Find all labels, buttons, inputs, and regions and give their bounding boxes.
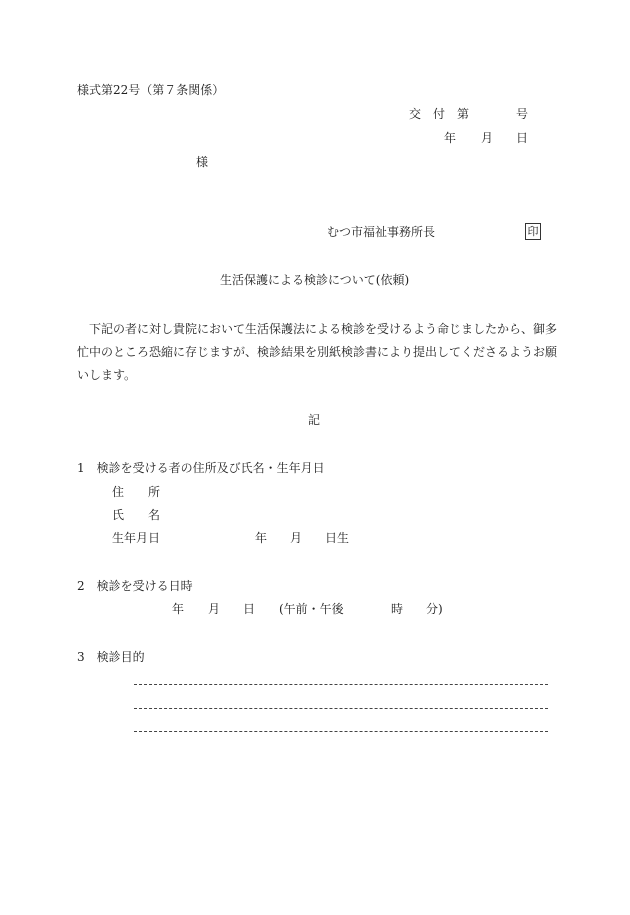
document-title: 生活保護による検診について(依頼): [220, 273, 410, 287]
section2-heading: 2 検診を受ける日時: [77, 579, 193, 593]
seal-stamp: 印: [525, 223, 541, 240]
exam-hour: 時: [391, 602, 404, 616]
exam-minute: 分): [426, 602, 443, 616]
date-day: 日: [516, 131, 529, 145]
birth-month: 月: [290, 531, 303, 545]
issue-number-suffix: 号: [516, 107, 529, 121]
address-label: 住 所: [112, 485, 161, 499]
body-paragraph: [77, 318, 557, 387]
body-line: いします。: [77, 368, 137, 382]
date-month: 月: [481, 131, 494, 145]
issue-number-prefix: 交 付 第: [409, 107, 470, 121]
exam-month: 月: [208, 602, 221, 616]
exam-year: 年: [172, 602, 185, 616]
exam-day: 日: [243, 602, 256, 616]
addressee-suffix: 様: [196, 155, 209, 169]
body-line: 忙中のところ恐縮に存じますが、検診結果を別紙検診書により提出してくださるようお願: [77, 345, 558, 359]
name-label: 氏 名: [112, 508, 161, 522]
sender-name: むつ市福祉事務所長: [327, 225, 436, 239]
birth-day: 日生: [325, 531, 350, 545]
ki-label: 記: [308, 413, 321, 427]
date-year: 年: [444, 131, 457, 145]
form-label: 様式第22号（第７条関係）: [77, 83, 225, 97]
section1-heading: 1 検診を受ける者の住所及び氏名・生年月日: [77, 461, 325, 475]
purpose-line: [134, 731, 548, 732]
purpose-line: [134, 708, 548, 709]
body-line: 下記の者に対し貴院において生活保護法による検診を受けるよう命じましたから、御多: [89, 322, 558, 336]
purpose-line: [134, 684, 548, 685]
birth-year: 年: [255, 531, 268, 545]
section3-heading: 3 検診目的: [77, 650, 145, 664]
birth-label: 生年月日: [112, 531, 161, 545]
exam-ampm: (午前・午後: [279, 602, 344, 616]
